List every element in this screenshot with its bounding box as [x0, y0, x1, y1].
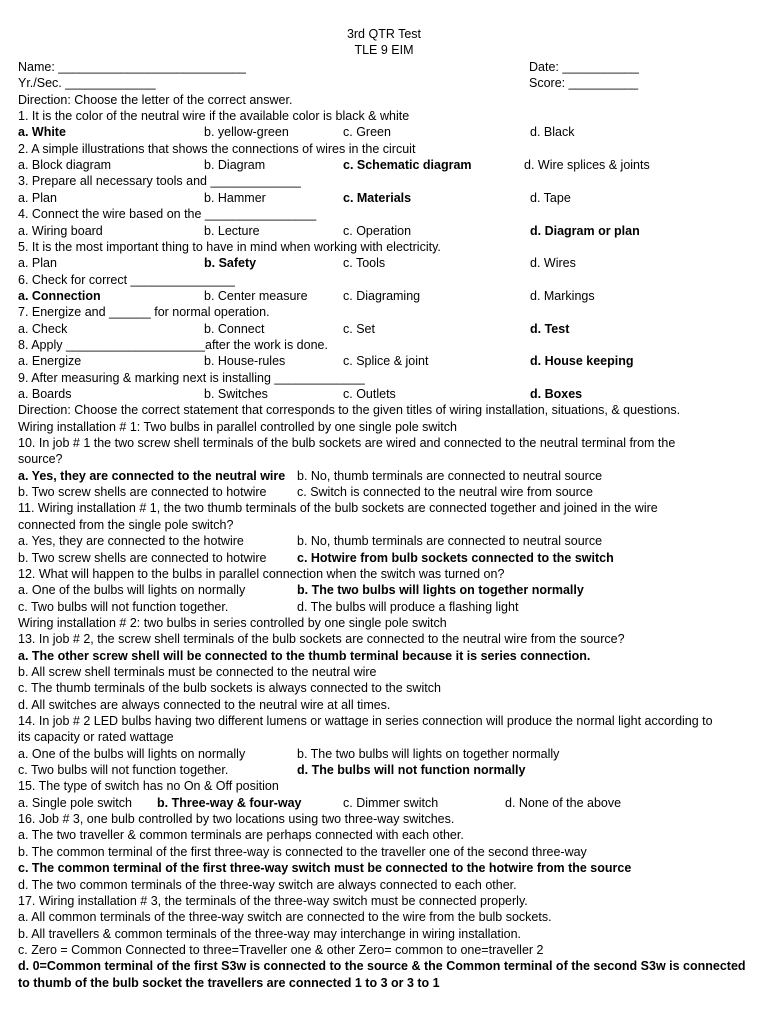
document-line [18, 386, 748, 402]
line-text: 10. In job # 1 the two screw shell terminals of the bulb sockets are wired and connected to the neutral terminal from the [18, 436, 676, 451]
answer-option: Score: __________ [529, 76, 639, 91]
answer-option: b. Two screw shells are connected to hotwire [18, 485, 267, 500]
document-line [18, 304, 748, 320]
line-text: Wiring installation # 1: Two bulbs in parallel controlled by one single pole switch [18, 419, 457, 434]
answer-option: b. Two screw shells are connected to hotwire [18, 550, 267, 565]
line-text: connected from the single pole switch? [18, 517, 234, 532]
line-text: a. The two traveller & common terminals are perhaps connected with each other. [18, 828, 464, 843]
line-text: 12. What will happen to the bulbs in parallel connection when the switch was turned on? [18, 566, 505, 581]
document-line [18, 92, 748, 108]
answer-option: c. Set [343, 321, 375, 336]
answer-option: a. One of the bulbs will lights on normally [18, 583, 246, 598]
answer-option: a. White [18, 125, 66, 140]
answer-option: a. Energize [18, 354, 82, 369]
answer-option: d. Wires [530, 256, 576, 271]
document-line [18, 206, 748, 222]
document-line [18, 746, 748, 762]
document-line [18, 190, 748, 206]
answer-option: d. Boxes [530, 387, 583, 401]
line-text: 11. Wiring installation # 1, the two thumb terminals of the bulb sockets are connected together and joined in the wire [18, 501, 658, 516]
answer-option: c. Splice & joint [343, 354, 429, 369]
line-text: 7. Energize and ______ for normal operation. [18, 305, 270, 320]
line-text: c. The common terminal of the first three-way switch must be connected to the hotwire from the source [18, 861, 632, 876]
line-text: 1. It is the color of the neutral wire if the available color is black & white [18, 109, 410, 124]
line-text: d. All switches are always connected to the neutral wire at all times. [18, 697, 391, 712]
line-text: b. All travellers & common terminals of the three-way may interchange in wiring installation. [18, 926, 521, 941]
document-line [18, 223, 748, 239]
line-text: c. Zero = Common Connected to three=Traveller one & other Zero= common to one=traveller 2 [18, 942, 544, 957]
line-text: 15. The type of switch has no On & Off position [18, 779, 279, 794]
answer-option: d. The bulbs will produce a flashing light [297, 599, 519, 614]
line-text: b. All screw shell terminals must be connected to the neutral wire [18, 664, 377, 679]
document-line [18, 844, 748, 860]
line-text: to thumb of the bulb socket the travellers are connected 1 to 3 or 3 to 1 [18, 975, 440, 990]
document-line [18, 288, 748, 304]
answer-option: b. Safety [204, 256, 257, 271]
answer-option: d. Markings [530, 288, 595, 303]
document-line [18, 926, 748, 942]
document-line [18, 353, 748, 369]
answer-option: b. Diagram [204, 158, 266, 173]
document-line [18, 517, 748, 533]
line-text: a. The other screw shell will be connected to the thumb terminal because it is series connection. [18, 648, 591, 663]
document-line [18, 272, 748, 288]
document-subtitle: TLE 9 EIM [354, 43, 414, 57]
document-line [18, 59, 748, 75]
document-line [18, 615, 748, 631]
answer-option: d. Diagram or plan [530, 223, 640, 238]
document-line [18, 909, 748, 925]
answer-option: c. Two bulbs will not function together. [18, 599, 229, 614]
answer-option: a. Boards [18, 387, 72, 401]
answer-option: d. House keeping [530, 354, 634, 369]
line-text: c. The thumb terminals of the bulb sockets is always connected to the switch [18, 681, 441, 696]
document-line [18, 255, 748, 271]
line-text: 13. In job # 2, the screw shell terminals of the bulb sockets are connected to the neutral wire from the source? [18, 632, 625, 647]
line-text: a. All common terminals of the three-way switch are connected to the wire from the bulb sockets. [18, 910, 552, 925]
answer-option: b. Lecture [204, 223, 260, 238]
document-line [18, 419, 748, 435]
document-line [18, 811, 748, 827]
line-text: d. The two common terminals of the three-way switch are always connected to each other. [18, 877, 517, 892]
document-line [18, 778, 748, 794]
line-text: 9. After measuring & marking next is installing _____________ [18, 370, 365, 385]
document-line [18, 370, 748, 386]
document-line [18, 108, 748, 124]
line-text: 2. A simple illustrations that shows the connections of wires in the circuit [18, 141, 416, 156]
document-line [18, 860, 748, 876]
document-line [18, 75, 748, 91]
answer-option: a. Yes, they are connected to the hotwire [18, 534, 244, 549]
line-text: 3. Prepare all necessary tools and _____________ [18, 174, 301, 189]
line-text: 5. It is the most important thing to have in mind when working with electricity. [18, 239, 441, 254]
document-line [18, 893, 748, 909]
line-text: Direction: Choose the correct statement that corresponds to the given titles of wiring installation, situations, & questions. [18, 403, 681, 418]
document-line [18, 648, 748, 664]
line-text: source? [18, 452, 63, 467]
answer-option: a. Block diagram [18, 158, 112, 173]
line-text: Direction: Choose the letter of the correct answer. [18, 92, 293, 107]
document-line [18, 762, 748, 778]
document-line [18, 173, 748, 189]
answer-option: d. None of the above [505, 795, 622, 810]
answer-option: c. Dimmer switch [343, 795, 439, 810]
answer-option: c. Tools [343, 256, 386, 271]
document-line [18, 141, 748, 157]
answer-option: a. Connection [18, 288, 101, 303]
answer-option: a. Wiring board [18, 223, 103, 238]
answer-option: b. The two bulbs will lights on together normally [297, 746, 560, 761]
document-line [18, 239, 748, 255]
document-line [18, 877, 748, 893]
answer-option: b. House-rules [204, 354, 286, 369]
answer-option: b. Switches [204, 387, 268, 401]
answer-option: c. Green [343, 125, 391, 140]
document-line [18, 958, 748, 974]
document-line [18, 451, 748, 467]
answer-option: a. One of the bulbs will lights on normally [18, 746, 246, 761]
document-line [18, 124, 748, 140]
answer-option: d. The bulbs will not function normally [297, 763, 526, 778]
answer-option: c. Schematic diagram [343, 158, 472, 173]
answer-option: b. The two bulbs will lights on together normally [297, 583, 584, 598]
answer-option: c. Hotwire from bulb sockets connected to the switch [297, 550, 614, 565]
document-line [18, 402, 748, 418]
document-title: 3rd QTR Test [346, 27, 422, 41]
document-line [18, 599, 748, 615]
document-line [18, 337, 748, 353]
line-text: 16. Job # 3, one bulb controlled by two locations using two three-way switches. [18, 812, 455, 827]
answer-option: b. yellow-green [204, 125, 289, 140]
answer-option: Yr./Sec. _____________ [18, 76, 156, 91]
answer-option: d. Wire splices & joints [524, 158, 650, 173]
answer-option: b. No, thumb terminals are connected to neutral source [297, 534, 603, 549]
document-line [18, 713, 748, 729]
document-line [18, 729, 748, 745]
document-line [18, 157, 748, 173]
document-line [18, 664, 748, 680]
answer-option: c. Materials [343, 190, 412, 205]
answer-option: b. Connect [204, 321, 265, 336]
line-text: b. The common terminal of the first three-way is connected to the traveller one of the second three-way [18, 844, 587, 859]
line-text: 8. Apply ____________________after the work is done. [18, 337, 328, 352]
answer-option: b. Center measure [204, 288, 308, 303]
line-text: 6. Check for correct _______________ [18, 272, 235, 287]
answer-option: a. Check [18, 321, 68, 336]
answer-option: b. Three-way & four-way [157, 795, 302, 810]
line-text: 17. Wiring installation # 3, the terminals of the three-way switch must be connected properly. [18, 893, 528, 908]
answer-option: a. Plan [18, 190, 57, 205]
line-text: 14. In job # 2 LED bulbs having two different lumens or wattage in series connection will produce the normal light according to [18, 714, 713, 728]
answer-option: a. Yes, they are connected to the neutral wire [18, 468, 286, 483]
line-text: 4. Connect the wire based on the ________________ [18, 207, 317, 222]
document-line [18, 550, 748, 566]
document-line [18, 484, 748, 500]
document-line [18, 468, 748, 484]
document-line [18, 566, 748, 582]
document-line [18, 827, 748, 843]
document-line [18, 582, 748, 598]
answer-option: a. Plan [18, 256, 57, 271]
line-text: its capacity or rated wattage [18, 730, 174, 745]
document-line [18, 975, 748, 991]
document-line [18, 631, 748, 647]
answer-option: c. Outlets [343, 387, 396, 401]
document-line [18, 533, 748, 549]
document-line [18, 435, 748, 451]
answer-option: c. Switch is connected to the neutral wire from source [297, 485, 593, 500]
answer-option: d. Test [530, 321, 570, 336]
document-line [18, 942, 748, 958]
document-line [18, 680, 748, 696]
document-line [18, 697, 748, 713]
answer-option: c. Operation [343, 223, 412, 238]
answer-option: Name: ___________________________ [18, 60, 246, 74]
line-text: d. 0=Common terminal of the first S3w is connected to the source & the Common terminal of the second S3w is connected [18, 959, 746, 974]
answer-option: c. Two bulbs will not function together. [18, 763, 229, 778]
answer-option: d. Black [530, 125, 575, 140]
answer-option: b. No, thumb terminals are connected to neutral source [297, 468, 603, 483]
answer-option: b. Hammer [204, 190, 266, 205]
answer-option: c. Diagraming [343, 288, 421, 303]
document-line [18, 321, 748, 337]
document-line [18, 500, 748, 516]
document-line [18, 795, 748, 811]
line-text: Wiring installation # 2: two bulbs in series controlled by one single pole switch [18, 615, 447, 630]
answer-option: a. Single pole switch [18, 795, 132, 810]
answer-option: d. Tape [530, 190, 571, 205]
answer-option: Date: ___________ [529, 60, 639, 74]
